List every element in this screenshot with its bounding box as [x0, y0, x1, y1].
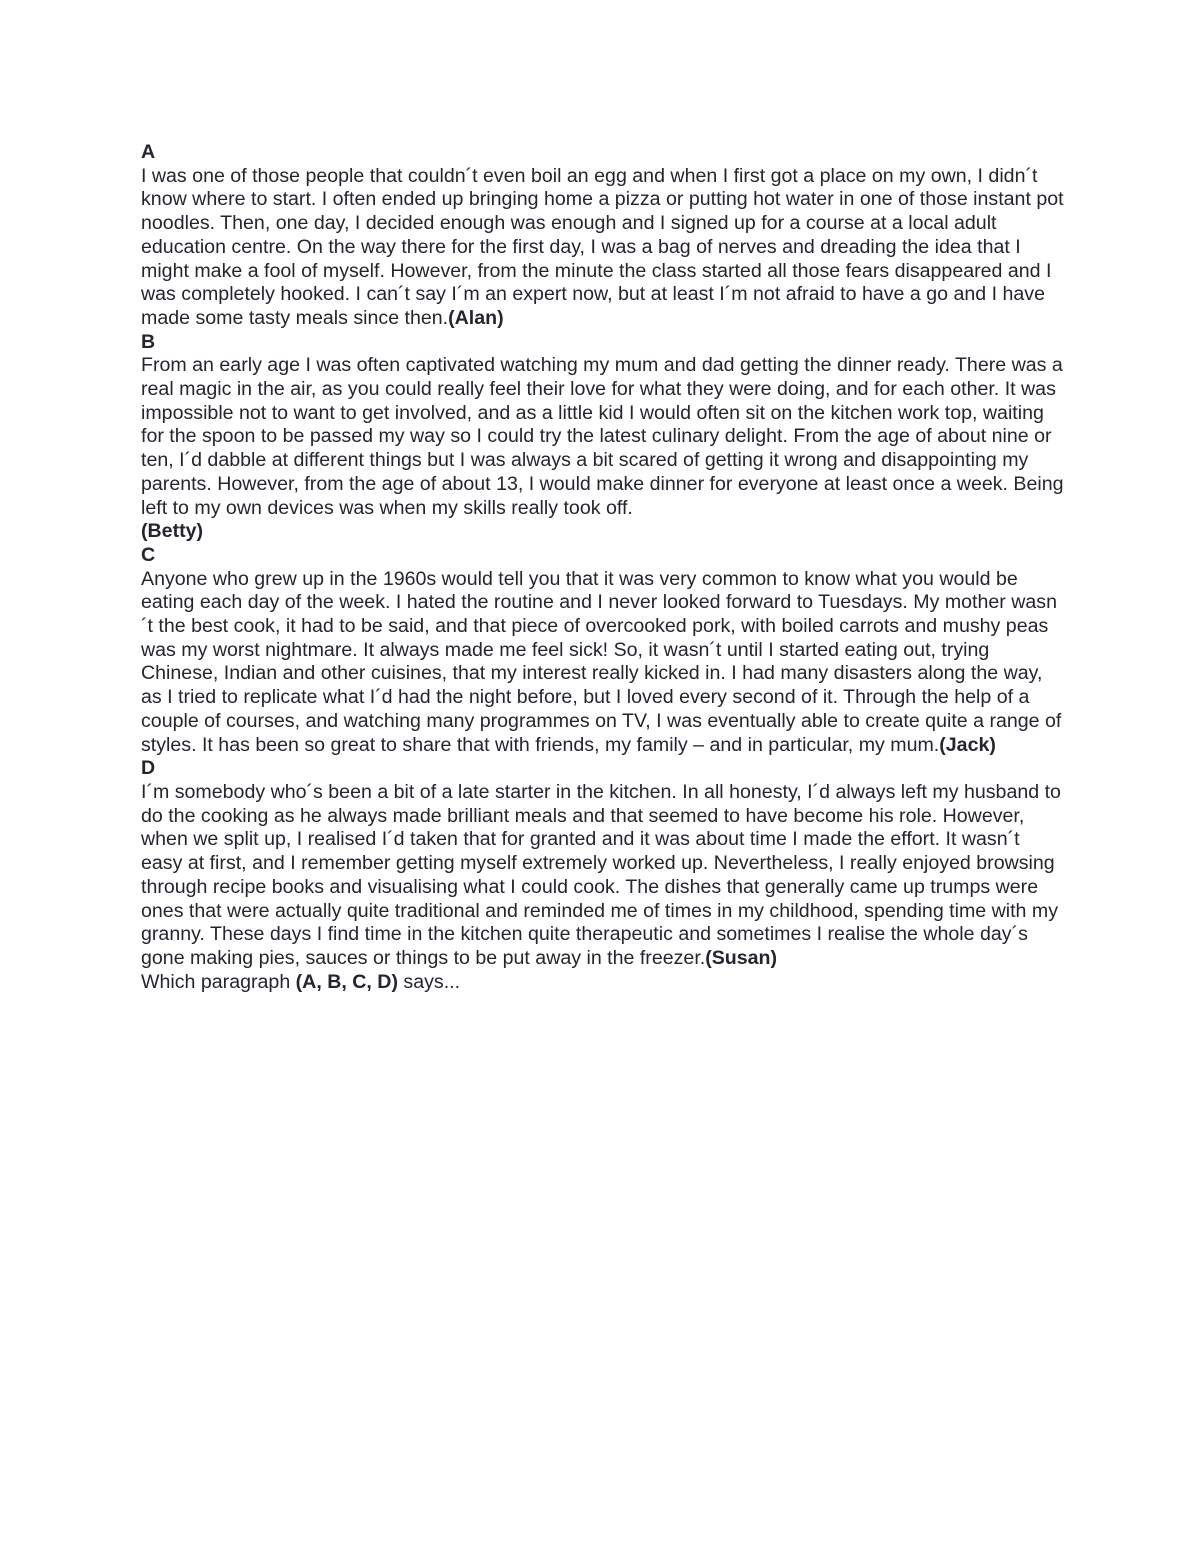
paragraph-letter: D — [141, 757, 156, 780]
question-prefix: Which paragraph — [141, 970, 296, 993]
paragraph-author: (Jack) — [939, 733, 996, 756]
paragraph-text: From an early age I was often captivated watching my mum and dad getting the dinner ready. There was a real magic in the air, as you could really feel their love for what they were doing, and for each other. It was impossible not to want to get involved, and as a little kid I would often sit on the kitchen work top, waiting for the spoon to be passed my way so I could try the latest culinary delight. From the age of about nine or ten, I´d dabble at different things but I was always a bit scared of getting it wrong and disappointing my parents. However, from the age of about 13, I would make dinner for everyone at least once a week. Being left to my own devices was when my skills really took off. — [141, 354, 1064, 519]
paragraph-letter: A — [141, 141, 156, 163]
paragraph-body — [141, 568, 1066, 758]
paragraph-author: (Susan) — [705, 946, 778, 969]
question-suffix: says... — [397, 970, 461, 993]
paragraph-d — [141, 757, 1066, 970]
paragraph-body — [141, 781, 1066, 971]
paragraph-text: I was one of those people that couldn´t even boil an egg and when I first got a place on my own, I didn´t know where to start. I often ended up bringing home a pizza or putting hot water in one of those instant pot noodles. Then, one day, I decided enough was enough and I signed up for a course at a local adult education centre. On the way there for the first day, I was a bag of nerves and dreading the idea that I might make a fool of myself. However, from the minute the class started all those fears disappeared and I was completely hooked. I can´t say I´m an expert now, but at least I´m not afraid to have a go and I have made some tasty meals since then. — [141, 164, 1064, 329]
paragraph-author: (Alan) — [448, 306, 504, 329]
paragraph-c — [141, 544, 1066, 757]
question-options: (A, B, C, D) — [295, 970, 398, 993]
document-page — [141, 141, 1066, 994]
paragraph-b — [141, 331, 1066, 544]
paragraph-body — [141, 165, 1066, 331]
paragraph-text: Anyone who grew up in the 1960s would tell you that it was very common to know what you would be eating each day of the week. I hated the routine and I never looked forward to Tuesdays. My mother wasn´t the best cook, it had to be said, and that piece of overcooked pork, with boiled carrots and mushy peas was my worst nightmare. It always made me feel sick! So, it wasn´t until I started eating out, trying Chinese, Indian and other cuisines, that my interest really kicked in. I had many disasters along the way, as I tried to replicate what I´d had the night before, but I loved every second of it. Through the help of a couple of courses, and watching many programmes on TV, I was eventually able to create quite a range of styles. It has been so great to share that with friends, my family – and in particular, my mum. — [141, 567, 1062, 756]
paragraph-letter: C — [141, 543, 156, 566]
question-prompt — [141, 971, 1066, 995]
paragraph-text: I´m somebody who´s been a bit of a late starter in the kitchen. In all honesty, I´d always left my husband to do the cooking as he always made brilliant meals and that seemed to have become his role. However, when we split up, I realised I´d taken that for granted and it was about time I made the effort. It wasn´t easy at first, and I remember getting myself extremely worked up. Nevertheless, I really enjoyed browsing through recipe books and visualising what I could cook. The dishes that generally came up trumps were ones that were actually quite traditional and reminded me of times in my childhood, spending time with my granny. These days I find time in the kitchen quite therapeutic and sometimes I realise the whole day´s gone making pies, sauces or things to be put away in the freezer. — [141, 780, 1061, 969]
paragraph-body — [141, 354, 1066, 520]
paragraph-a — [141, 141, 1066, 331]
paragraph-letter: B — [141, 330, 156, 353]
paragraph-author: (Betty) — [141, 520, 204, 543]
